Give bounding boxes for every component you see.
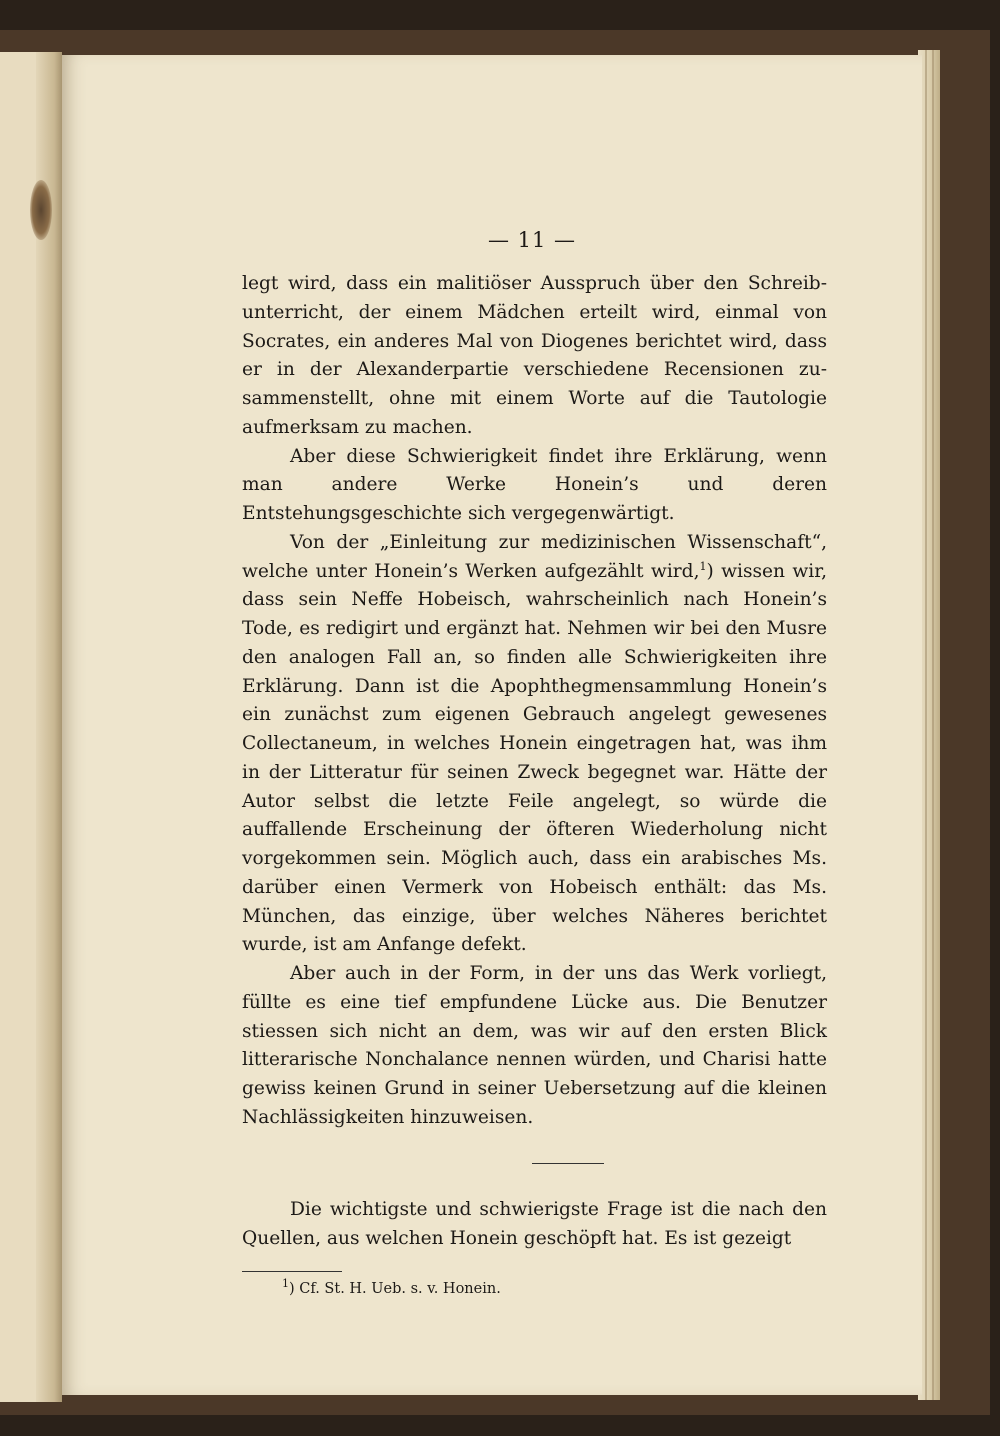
paragraph-text: ) wissen wir, dass sein Neffe Hobeisch, wahrscheinlich nach Honein’s Tode, es redigirt und ergänzt hat. Nehmen wir bei den Musre den analogen Fall an, so finden alle Schwierigkeiten ihre Erklärung. Dann ist die Apophthegmensammlung Honein’s ein zunächst zum eigenen Gebrauch angelegt gewesenes Collectaneum, in welches Honein eingetragen hat, was ihm in der Litteratur für seinen Zweck begegnet war. Hätte der Autor selbst die letzte Feile angelegt, so würde die auffallende Erscheinung der öfteren Wiederholung nicht vorgekommen sein. Möglich auch, dass ein arabisches Ms. darüber einen Vermerk von Hobeisch enthält: das Ms. München, das einzige, über welches Näheres berichtet wurde, ist am Anfange defekt. [242,560,827,956]
book-gutter [36,52,62,1402]
page-edge-line [925,50,927,1400]
paragraph: legt wird, dass ein malitiöser Ausspruch über den Schreibunterricht, der einem Mädchen erteilt wird, einmal von Socrates, ein anderes Mal von Diogenes berichtet wird, dass er in der Alexanderpartie verschiedene Recensionen zusammenstellt, ohne mit einem Worte auf die Tautologie aufmerksam zu machen. [242,273,827,438]
page-edge-line [932,50,934,1400]
footnote-reference[interactable]: 1 [699,559,707,573]
page [62,55,922,1395]
binding-stain [30,180,52,240]
footnote [282,1279,501,1299]
section-paragraph [242,1196,827,1254]
paragraph: Aber auch in der Form, in der uns das Werk vorliegt, füllte es eine tief empfundene Lücke aus. Die Benutzer stiessen sich nicht an dem, was wir auf den ersten Blick litterarische Nonchalance nennen würden, und Charisi hatte gewiss keinen Grund in seiner Uebersetzung auf die kleinen Nachlässigkeiten hinzuweisen. [242,963,827,1128]
paragraph [242,529,827,960]
page-number: — 11 — [487,228,577,252]
paragraph: Aber diese Schwierigkeit findet ihre Erklärung, wenn man andere Werke Honein’s und deren Entstehungsgeschichte sich vergegenwärtigt. [242,445,827,524]
paragraph: Die wichtigste und schwierigste Frage ist die nach den Quellen, aus welchen Honein geschöpft hat. Es ist gezeigt [242,1199,827,1249]
section-divider [532,1163,604,1164]
body-text [242,270,827,1133]
footnote-marker: 1 [282,1277,289,1291]
footnote-text: ) Cf. St. H. Ueb. s. v. Honein. [289,1281,501,1297]
paragraph-text: Von der „Einleitung zur medizinischen Wissenschaft“, welche unter Honein’s Werken aufgezählt wird, [242,531,827,582]
footnote-divider [242,1271,342,1272]
